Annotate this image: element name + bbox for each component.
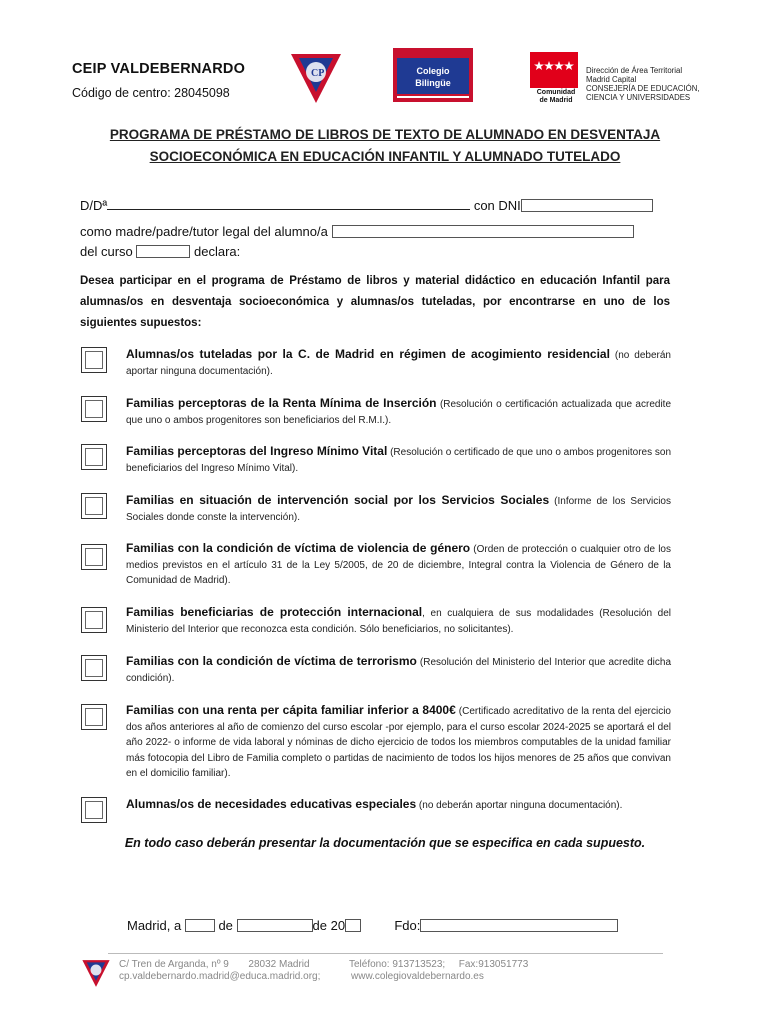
directorate-text (586, 66, 726, 102)
option-checkbox-6[interactable] (81, 607, 107, 633)
option-9-detail: (no deberán aportar ninguna documentación). (416, 800, 623, 811)
option-9-title: Alumnas/os de necesidades educativas especiales (126, 797, 417, 811)
footer-phone-fax (349, 959, 528, 971)
bilingual-school-logo (393, 48, 473, 102)
directorate-line1: Dirección de Área Territorial (586, 66, 683, 75)
option-4-detail: (Informe de los Servicios Sociales donde conste la intervención). (126, 496, 671, 523)
declares-label: declara: (194, 244, 241, 259)
directorate-line3: CONSEJERÍA DE EDUCACIÓN, (586, 84, 700, 93)
option-text-4 (126, 493, 671, 525)
dni-label: con DNI (473, 198, 521, 213)
school-code: Código de centro: 28045098 (72, 86, 230, 100)
option-1-title: Alumnas/os tuteladas por la C. de Madrid en régimen de acogimiento residencial (126, 347, 610, 361)
svg-text:CP: CP (311, 68, 325, 79)
option-2-title: Familias perceptoras de la Renta Mínima de Inserción (126, 396, 437, 410)
place-label: Madrid, a (127, 918, 182, 933)
option-text-6 (126, 605, 671, 637)
option-text-1 (126, 347, 671, 379)
option-checkbox-9[interactable] (81, 797, 107, 823)
option-checkbox-7[interactable] (81, 655, 107, 681)
footer-phone: Teléfono: 913713523; (349, 959, 446, 970)
option-1-detail: (no deberán aportar ninguna documentación). (126, 350, 671, 377)
option-3-title: Familias perceptoras del Ingreso Mínimo Vital (126, 444, 388, 458)
fdo-label: Fdo: (394, 918, 421, 933)
school-name: CEIP VALDEBERNARDO (72, 61, 246, 77)
day-field[interactable] (185, 919, 215, 932)
option-text-3 (126, 444, 671, 476)
closing-note: En todo caso deberán presentar la documentación que se especifica en cada supuesto. (124, 836, 646, 850)
intro-paragraph: Desea participar en el programa de Préstamo de libros y material didáctico en educación Infantil para alumnas/os en desventaja socioeconómica y alumnas/os tuteladas, por encontrarse en uno de los siguientes supuestos: (80, 275, 670, 329)
cm-label-line1: Comunidad (536, 89, 576, 96)
option-checkbox-4[interactable] (81, 493, 107, 519)
signature-row (127, 918, 618, 933)
option-checkbox-3[interactable] (81, 444, 107, 470)
bilingual-logo-line1: Colegio (416, 66, 450, 76)
option-checkbox-5[interactable] (81, 544, 107, 570)
option-8-detail: (Certificado acreditativo de la renta del ejercicio dos años anteriores al año de comienzo del curso escolar -por ejemplo, para el curso escolar 2024-2025 se aportará el del año 2022- o informe de vida laboral y nóminas de dicho ejercicio de todos los miembros computables de la unidad familiar más fotocopia del Libro de Familia completo o partidas de nacimiento de todos los hijos menores de 25 años que convivan en el domicilio familiar). (126, 706, 671, 779)
bilingual-logo-line2: Bilingüe (415, 78, 451, 88)
signature-field[interactable] (420, 919, 618, 932)
cm-label-line2: de Madrid (539, 97, 573, 104)
option-6-title: Familias beneficiarias de protección internacional (126, 605, 423, 619)
option-5-detail: (Orden de protección o cualquier otro de los medios previstos en el artículo 31 de la Ley 5/2005, de 20 de diciembre, Integral contra la Violencia de Género de la Comunidad de Madrid). (126, 544, 671, 586)
footer-postal: 28032 Madrid (248, 959, 310, 970)
title-line2: SOCIOECONÓMICA EN EDUCACIÓN INFANTIL Y ALUMNADO TUTELADO (149, 149, 621, 164)
guardian-row (80, 224, 634, 239)
course-row (80, 244, 240, 259)
name-field[interactable] (107, 197, 470, 210)
footer-street: C/ Tren de Arganda, nº 9 (119, 959, 229, 970)
option-text-9 (126, 797, 671, 814)
option-checkbox-8[interactable] (81, 704, 107, 730)
directorate-line2: Madrid Capital (586, 75, 637, 84)
footer-fax: Fax:913051773 (458, 959, 529, 970)
course-label: del curso (80, 244, 133, 259)
month-field[interactable] (237, 919, 313, 932)
option-text-7 (126, 654, 671, 686)
de-label: de (218, 918, 233, 933)
year-prefix: de 20 (312, 918, 346, 933)
footer-email[interactable]: cp.valdebernardo.madrid@educa.madrid.org; (119, 971, 321, 982)
footer-website-link[interactable]: www.colegiovaldebernardo.es (351, 971, 484, 982)
year-field[interactable] (345, 919, 361, 932)
footer-address (119, 959, 310, 971)
document-title (60, 124, 710, 168)
footer-divider (108, 953, 663, 954)
option-checkbox-1[interactable] (81, 347, 107, 373)
option-2-detail: (Resolución o certificación actualizada que acredite que uno o ambos progenitores son beneficiarios del R.M.I.). (126, 399, 672, 426)
name-row (80, 197, 653, 213)
option-text-5 (126, 541, 671, 589)
dd-label: D/Dª (80, 198, 108, 213)
option-3-detail: (Resolución o certificado de que uno o ambos progenitores son beneficiarios del Ingreso Mínimo Vital). (126, 447, 672, 474)
option-5-title: Familias con la condición de víctima de violencia de género (126, 541, 471, 555)
course-field[interactable] (136, 245, 190, 258)
option-text-2 (126, 396, 671, 428)
option-text-8 (126, 703, 671, 782)
footer-shield-logo (80, 958, 112, 988)
option-4-title: Familias en situación de intervención social por los Servicios Sociales (126, 493, 550, 507)
student-name-field[interactable] (332, 225, 634, 238)
option-8-title: Familias con una renta per cápita familiar inferior a 8400€ (126, 703, 456, 717)
school-shield-logo (287, 50, 345, 105)
option-7-detail: (Resolución del Ministerio del Interior que acredite dicha condición). (126, 657, 671, 684)
option-6-detail: , en cualquiera de sus modalidades (Resolución del Ministerio del Interior que reconozca esta condición. Sólo beneficiarios, no solicitantes). (126, 608, 671, 635)
comunidad-madrid-label (531, 89, 581, 105)
guardian-label: como madre/padre/tutor legal del alumno/a (80, 224, 328, 239)
dni-field[interactable] (521, 199, 653, 212)
option-7-title: Familias con la condición de víctima de terrorismo (126, 654, 417, 668)
title-line1: PROGRAMA DE PRÉSTAMO DE LIBROS DE TEXTO DE ALUMNADO EN DESVENTAJA (109, 127, 661, 142)
directorate-line4: CIENCIA Y UNIVERSIDADES (586, 93, 691, 102)
option-checkbox-2[interactable] (81, 396, 107, 422)
